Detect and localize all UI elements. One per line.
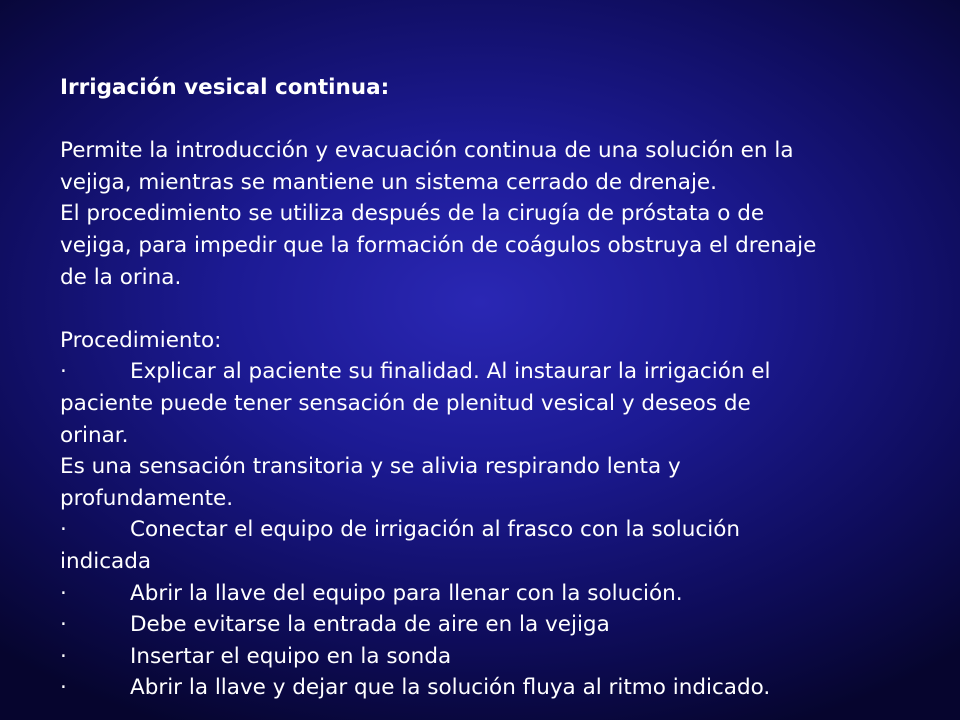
step-continuation: profundamente. xyxy=(60,485,234,511)
bullet-icon: · xyxy=(60,517,67,543)
intro-line: El procedimiento se utiliza después de la cirugía de próstata o de xyxy=(60,201,765,227)
slide-title: Irrigación vesical continua: xyxy=(60,75,390,100)
step-item xyxy=(60,514,920,546)
step-item xyxy=(60,356,920,388)
step-continuation: Es una sensación transitoria y se alivia respirando lenta y xyxy=(60,454,681,480)
step-text: Debe evitarse la entrada de aire en la vejiga xyxy=(130,612,610,638)
step-item xyxy=(60,609,920,641)
step-continuation: paciente puede tener sensación de plenitud vesical y deseos de xyxy=(60,390,751,416)
bullet-icon: · xyxy=(60,675,67,701)
step-text: Abrir la llave y dejar que la solución fluya al ritmo indicado. xyxy=(130,675,771,701)
intro-line: vejiga, mientras se mantiene un sistema cerrado de drenaje. xyxy=(60,169,717,195)
step-continuation: orinar. xyxy=(60,422,129,448)
step-item xyxy=(60,672,920,704)
bullet-icon: · xyxy=(60,643,67,669)
bullet-icon: · xyxy=(60,612,67,638)
intro-line: Permite la introducción y evacuación continua de una solución en la xyxy=(60,138,794,164)
slide-content xyxy=(60,72,920,704)
intro-line: vejiga, para impedir que la formación de coágulos obstruya el drenaje xyxy=(60,232,817,258)
intro-line: de la orina. xyxy=(60,264,182,290)
step-continuation: indicada xyxy=(60,548,152,574)
step-text: Explicar al paciente su finalidad. Al instaurar la irrigación el xyxy=(130,359,771,385)
bullet-icon: · xyxy=(60,580,67,606)
step-text: Conectar el equipo de irrigación al frasco con la solución xyxy=(130,517,740,543)
spacer xyxy=(60,293,920,325)
step-text: Abrir la llave del equipo para llenar con la solución. xyxy=(130,580,683,606)
step-text: Insertar el equipo en la sonda xyxy=(130,643,452,669)
step-item xyxy=(60,641,920,673)
step-item xyxy=(60,578,920,610)
bullet-icon: · xyxy=(60,359,67,385)
procedure-heading: Procedimiento: xyxy=(60,327,222,353)
spacer xyxy=(60,104,920,136)
